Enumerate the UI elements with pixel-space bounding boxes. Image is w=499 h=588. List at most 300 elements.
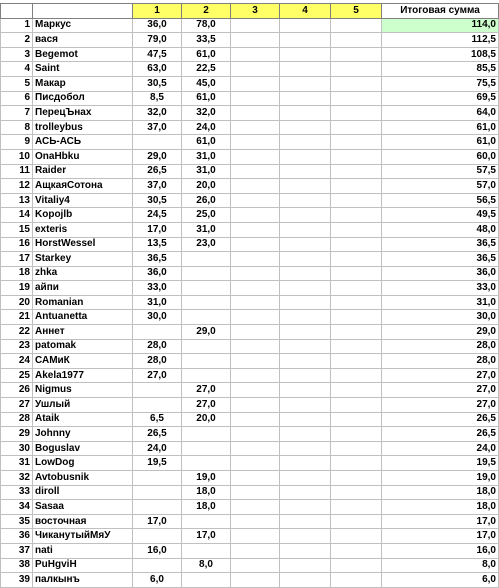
round-1-cell[interactable] xyxy=(133,135,182,150)
round-4-cell[interactable] xyxy=(280,310,331,325)
rank-cell[interactable]: 29 xyxy=(1,427,33,442)
round-5-cell[interactable] xyxy=(331,33,382,48)
round-2-cell[interactable] xyxy=(182,441,231,456)
round-2-cell[interactable]: 17,0 xyxy=(182,529,231,544)
round-1-cell[interactable]: 47,5 xyxy=(133,47,182,62)
round-1-cell[interactable] xyxy=(133,471,182,486)
header-round-1[interactable]: 1 xyxy=(133,4,182,19)
round-5-cell[interactable] xyxy=(331,47,382,62)
round-5-cell[interactable] xyxy=(331,164,382,179)
header-round-4[interactable]: 4 xyxy=(280,4,331,19)
round-1-cell[interactable]: 6,0 xyxy=(133,573,182,588)
rank-cell[interactable]: 2 xyxy=(1,33,33,48)
total-cell[interactable]: 36,5 xyxy=(382,237,499,252)
round-5-cell[interactable] xyxy=(331,62,382,77)
round-2-cell[interactable]: 31,0 xyxy=(182,222,231,237)
round-5-cell[interactable] xyxy=(331,500,382,515)
round-4-cell[interactable] xyxy=(280,281,331,296)
rank-cell[interactable]: 18 xyxy=(1,266,33,281)
header-total[interactable]: Итоговая сумма xyxy=(382,4,499,19)
player-name-cell[interactable]: Akela1977 xyxy=(33,368,133,383)
rank-cell[interactable]: 4 xyxy=(1,62,33,77)
round-4-cell[interactable] xyxy=(280,47,331,62)
player-name-cell[interactable]: Макар xyxy=(33,76,133,91)
round-3-cell[interactable] xyxy=(231,237,280,252)
round-5-cell[interactable] xyxy=(331,441,382,456)
round-1-cell[interactable]: 19,5 xyxy=(133,456,182,471)
rank-cell[interactable]: 36 xyxy=(1,529,33,544)
round-4-cell[interactable] xyxy=(280,573,331,588)
player-name-cell[interactable]: PuHgviH xyxy=(33,558,133,573)
round-2-cell[interactable] xyxy=(182,543,231,558)
total-cell[interactable]: 36,5 xyxy=(382,252,499,267)
round-2-cell[interactable]: 31,0 xyxy=(182,164,231,179)
round-2-cell[interactable]: 18,0 xyxy=(182,485,231,500)
round-3-cell[interactable] xyxy=(231,573,280,588)
round-2-cell[interactable]: 31,0 xyxy=(182,149,231,164)
round-4-cell[interactable] xyxy=(280,500,331,515)
round-5-cell[interactable] xyxy=(331,237,382,252)
player-name-cell[interactable]: Begemot xyxy=(33,47,133,62)
player-name-cell[interactable]: trolleybus xyxy=(33,120,133,135)
round-5-cell[interactable] xyxy=(331,149,382,164)
round-2-cell[interactable] xyxy=(182,295,231,310)
round-2-cell[interactable] xyxy=(182,514,231,529)
round-1-cell[interactable]: 26,5 xyxy=(133,427,182,442)
rank-cell[interactable]: 12 xyxy=(1,179,33,194)
round-2-cell[interactable] xyxy=(182,266,231,281)
player-name-cell[interactable]: Ушлый xyxy=(33,398,133,413)
player-name-cell[interactable]: Antuanetta xyxy=(33,310,133,325)
round-2-cell[interactable]: 45,0 xyxy=(182,76,231,91)
round-4-cell[interactable] xyxy=(280,208,331,223)
round-3-cell[interactable] xyxy=(231,529,280,544)
total-cell[interactable]: 61,0 xyxy=(382,135,499,150)
round-1-cell[interactable] xyxy=(133,398,182,413)
round-5-cell[interactable] xyxy=(331,354,382,369)
round-4-cell[interactable] xyxy=(280,193,331,208)
round-2-cell[interactable] xyxy=(182,456,231,471)
round-2-cell[interactable]: 27,0 xyxy=(182,398,231,413)
round-2-cell[interactable]: 61,0 xyxy=(182,135,231,150)
round-1-cell[interactable]: 29,0 xyxy=(133,149,182,164)
round-5-cell[interactable] xyxy=(331,456,382,471)
round-5-cell[interactable] xyxy=(331,179,382,194)
round-2-cell[interactable]: 20,0 xyxy=(182,412,231,427)
round-3-cell[interactable] xyxy=(231,164,280,179)
player-name-cell[interactable]: diroll xyxy=(33,485,133,500)
round-5-cell[interactable] xyxy=(331,106,382,121)
round-5-cell[interactable] xyxy=(331,573,382,588)
round-2-cell[interactable] xyxy=(182,281,231,296)
total-cell[interactable]: 61,0 xyxy=(382,120,499,135)
round-1-cell[interactable]: 36,0 xyxy=(133,18,182,33)
player-name-cell[interactable]: АСЬ-АСЬ xyxy=(33,135,133,150)
total-cell[interactable]: 56,5 xyxy=(382,193,499,208)
total-cell[interactable]: 108,5 xyxy=(382,47,499,62)
player-name-cell[interactable]: Boguslav xyxy=(33,441,133,456)
round-2-cell[interactable]: 61,0 xyxy=(182,47,231,62)
round-4-cell[interactable] xyxy=(280,471,331,486)
round-4-cell[interactable] xyxy=(280,179,331,194)
rank-cell[interactable]: 9 xyxy=(1,135,33,150)
rank-cell[interactable]: 13 xyxy=(1,193,33,208)
round-3-cell[interactable] xyxy=(231,91,280,106)
round-4-cell[interactable] xyxy=(280,398,331,413)
round-4-cell[interactable] xyxy=(280,354,331,369)
total-cell[interactable]: 33,0 xyxy=(382,281,499,296)
total-cell[interactable]: 27,0 xyxy=(382,398,499,413)
total-cell[interactable]: 60,0 xyxy=(382,149,499,164)
round-5-cell[interactable] xyxy=(331,368,382,383)
rank-cell[interactable]: 33 xyxy=(1,485,33,500)
round-5-cell[interactable] xyxy=(331,471,382,486)
round-1-cell[interactable]: 79,0 xyxy=(133,33,182,48)
total-cell[interactable]: 112,5 xyxy=(382,33,499,48)
round-3-cell[interactable] xyxy=(231,485,280,500)
round-2-cell[interactable]: 24,0 xyxy=(182,120,231,135)
total-cell[interactable]: 48,0 xyxy=(382,222,499,237)
round-4-cell[interactable] xyxy=(280,558,331,573)
round-3-cell[interactable] xyxy=(231,368,280,383)
round-1-cell[interactable]: 30,0 xyxy=(133,310,182,325)
round-2-cell[interactable]: 61,0 xyxy=(182,91,231,106)
player-name-cell[interactable]: nati xyxy=(33,543,133,558)
round-3-cell[interactable] xyxy=(231,500,280,515)
player-name-cell[interactable]: восточная xyxy=(33,514,133,529)
round-4-cell[interactable] xyxy=(280,514,331,529)
round-1-cell[interactable]: 36,0 xyxy=(133,266,182,281)
total-cell[interactable]: 57,0 xyxy=(382,179,499,194)
round-5-cell[interactable] xyxy=(331,383,382,398)
total-cell[interactable]: 28,0 xyxy=(382,339,499,354)
player-name-cell[interactable]: Romanian xyxy=(33,295,133,310)
header-name-cell[interactable] xyxy=(33,4,133,19)
round-5-cell[interactable] xyxy=(331,193,382,208)
round-1-cell[interactable] xyxy=(133,529,182,544)
header-round-3[interactable]: 3 xyxy=(231,4,280,19)
round-5-cell[interactable] xyxy=(331,485,382,500)
round-3-cell[interactable] xyxy=(231,456,280,471)
round-5-cell[interactable] xyxy=(331,120,382,135)
rank-cell[interactable]: 31 xyxy=(1,456,33,471)
total-cell[interactable]: 8,0 xyxy=(382,558,499,573)
total-cell[interactable]: 26,5 xyxy=(382,427,499,442)
round-1-cell[interactable]: 17,0 xyxy=(133,514,182,529)
round-3-cell[interactable] xyxy=(231,398,280,413)
player-name-cell[interactable]: Starkey xyxy=(33,252,133,267)
round-4-cell[interactable] xyxy=(280,529,331,544)
rank-cell[interactable]: 11 xyxy=(1,164,33,179)
round-2-cell[interactable]: 33,5 xyxy=(182,33,231,48)
round-3-cell[interactable] xyxy=(231,310,280,325)
round-4-cell[interactable] xyxy=(280,149,331,164)
player-name-cell[interactable]: zhka xyxy=(33,266,133,281)
total-cell[interactable]: 30,0 xyxy=(382,310,499,325)
round-3-cell[interactable] xyxy=(231,106,280,121)
player-name-cell[interactable]: АщкаяСотона xyxy=(33,179,133,194)
round-2-cell[interactable] xyxy=(182,310,231,325)
round-5-cell[interactable] xyxy=(331,295,382,310)
round-5-cell[interactable] xyxy=(331,514,382,529)
total-cell[interactable]: 24,0 xyxy=(382,441,499,456)
total-cell[interactable]: 26,5 xyxy=(382,412,499,427)
total-cell[interactable]: 19,5 xyxy=(382,456,499,471)
round-4-cell[interactable] xyxy=(280,383,331,398)
round-4-cell[interactable] xyxy=(280,76,331,91)
round-2-cell[interactable]: 27,0 xyxy=(182,383,231,398)
round-2-cell[interactable]: 25,0 xyxy=(182,208,231,223)
round-2-cell[interactable] xyxy=(182,368,231,383)
round-1-cell[interactable] xyxy=(133,500,182,515)
round-3-cell[interactable] xyxy=(231,558,280,573)
round-5-cell[interactable] xyxy=(331,281,382,296)
round-3-cell[interactable] xyxy=(231,412,280,427)
player-name-cell[interactable]: палкынъ xyxy=(33,573,133,588)
round-5-cell[interactable] xyxy=(331,412,382,427)
total-cell[interactable]: 18,0 xyxy=(382,485,499,500)
round-3-cell[interactable] xyxy=(231,471,280,486)
total-cell[interactable]: 49,5 xyxy=(382,208,499,223)
rank-cell[interactable]: 14 xyxy=(1,208,33,223)
round-5-cell[interactable] xyxy=(331,252,382,267)
round-5-cell[interactable] xyxy=(331,398,382,413)
rank-cell[interactable]: 27 xyxy=(1,398,33,413)
rank-cell[interactable]: 15 xyxy=(1,222,33,237)
player-name-cell[interactable]: Johnny xyxy=(33,427,133,442)
round-2-cell[interactable] xyxy=(182,252,231,267)
round-5-cell[interactable] xyxy=(331,135,382,150)
round-1-cell[interactable] xyxy=(133,325,182,340)
rank-cell[interactable]: 1 xyxy=(1,18,33,33)
total-cell[interactable]: 75,5 xyxy=(382,76,499,91)
round-5-cell[interactable] xyxy=(331,310,382,325)
round-4-cell[interactable] xyxy=(280,427,331,442)
total-cell[interactable]: 19,0 xyxy=(382,471,499,486)
player-name-cell[interactable]: ПерецЪнах xyxy=(33,106,133,121)
player-name-cell[interactable]: Vitaliy4 xyxy=(33,193,133,208)
player-name-cell[interactable]: Kopojlb xyxy=(33,208,133,223)
round-4-cell[interactable] xyxy=(280,237,331,252)
round-3-cell[interactable] xyxy=(231,427,280,442)
rank-cell[interactable]: 8 xyxy=(1,120,33,135)
player-name-cell[interactable]: айпи xyxy=(33,281,133,296)
player-name-cell[interactable]: exteris xyxy=(33,222,133,237)
round-5-cell[interactable] xyxy=(331,266,382,281)
rank-cell[interactable]: 3 xyxy=(1,47,33,62)
round-4-cell[interactable] xyxy=(280,252,331,267)
round-1-cell[interactable]: 33,0 xyxy=(133,281,182,296)
round-3-cell[interactable] xyxy=(231,18,280,33)
header-rank-cell[interactable] xyxy=(1,4,33,19)
round-5-cell[interactable] xyxy=(331,558,382,573)
round-5-cell[interactable] xyxy=(331,18,382,33)
round-4-cell[interactable] xyxy=(280,368,331,383)
rank-cell[interactable]: 26 xyxy=(1,383,33,398)
round-2-cell[interactable]: 20,0 xyxy=(182,179,231,194)
total-cell[interactable]: 17,0 xyxy=(382,529,499,544)
rank-cell[interactable]: 34 xyxy=(1,500,33,515)
round-4-cell[interactable] xyxy=(280,295,331,310)
rank-cell[interactable]: 23 xyxy=(1,339,33,354)
header-round-5[interactable]: 5 xyxy=(331,4,382,19)
round-2-cell[interactable]: 29,0 xyxy=(182,325,231,340)
round-1-cell[interactable]: 32,0 xyxy=(133,106,182,121)
round-3-cell[interactable] xyxy=(231,47,280,62)
total-cell[interactable]: 28,0 xyxy=(382,354,499,369)
round-4-cell[interactable] xyxy=(280,485,331,500)
round-5-cell[interactable] xyxy=(331,543,382,558)
round-5-cell[interactable] xyxy=(331,529,382,544)
round-4-cell[interactable] xyxy=(280,266,331,281)
rank-cell[interactable]: 22 xyxy=(1,325,33,340)
rank-cell[interactable]: 25 xyxy=(1,368,33,383)
round-2-cell[interactable]: 26,0 xyxy=(182,193,231,208)
round-3-cell[interactable] xyxy=(231,193,280,208)
round-2-cell[interactable]: 8,0 xyxy=(182,558,231,573)
round-3-cell[interactable] xyxy=(231,135,280,150)
round-4-cell[interactable] xyxy=(280,441,331,456)
rank-cell[interactable]: 24 xyxy=(1,354,33,369)
total-cell[interactable]: 29,0 xyxy=(382,325,499,340)
player-name-cell[interactable]: HorstWessel xyxy=(33,237,133,252)
round-3-cell[interactable] xyxy=(231,354,280,369)
round-1-cell[interactable]: 30,5 xyxy=(133,76,182,91)
round-5-cell[interactable] xyxy=(331,208,382,223)
round-2-cell[interactable] xyxy=(182,354,231,369)
round-1-cell[interactable]: 17,0 xyxy=(133,222,182,237)
round-1-cell[interactable]: 26,5 xyxy=(133,164,182,179)
round-3-cell[interactable] xyxy=(231,339,280,354)
round-1-cell[interactable]: 36,5 xyxy=(133,252,182,267)
round-1-cell[interactable]: 37,0 xyxy=(133,179,182,194)
total-cell[interactable]: 31,0 xyxy=(382,295,499,310)
total-cell[interactable]: 36,0 xyxy=(382,266,499,281)
rank-cell[interactable]: 38 xyxy=(1,558,33,573)
round-4-cell[interactable] xyxy=(280,222,331,237)
total-cell[interactable]: 27,0 xyxy=(382,383,499,398)
round-1-cell[interactable]: 31,0 xyxy=(133,295,182,310)
rank-cell[interactable]: 30 xyxy=(1,441,33,456)
round-1-cell[interactable] xyxy=(133,383,182,398)
round-3-cell[interactable] xyxy=(231,120,280,135)
round-5-cell[interactable] xyxy=(331,325,382,340)
round-4-cell[interactable] xyxy=(280,62,331,77)
round-1-cell[interactable]: 13,5 xyxy=(133,237,182,252)
round-3-cell[interactable] xyxy=(231,383,280,398)
rank-cell[interactable]: 17 xyxy=(1,252,33,267)
rank-cell[interactable]: 35 xyxy=(1,514,33,529)
round-4-cell[interactable] xyxy=(280,135,331,150)
player-name-cell[interactable]: вася xyxy=(33,33,133,48)
rank-cell[interactable]: 37 xyxy=(1,543,33,558)
round-3-cell[interactable] xyxy=(231,179,280,194)
round-3-cell[interactable] xyxy=(231,441,280,456)
round-4-cell[interactable] xyxy=(280,18,331,33)
total-cell[interactable]: 57,5 xyxy=(382,164,499,179)
round-2-cell[interactable] xyxy=(182,339,231,354)
player-name-cell[interactable]: Nigmus xyxy=(33,383,133,398)
round-1-cell[interactable]: 8,5 xyxy=(133,91,182,106)
round-3-cell[interactable] xyxy=(231,62,280,77)
player-name-cell[interactable]: Raider xyxy=(33,164,133,179)
round-3-cell[interactable] xyxy=(231,208,280,223)
round-4-cell[interactable] xyxy=(280,456,331,471)
round-1-cell[interactable]: 24,5 xyxy=(133,208,182,223)
round-4-cell[interactable] xyxy=(280,120,331,135)
round-3-cell[interactable] xyxy=(231,514,280,529)
total-cell[interactable]: 27,0 xyxy=(382,368,499,383)
player-name-cell[interactable]: patomak xyxy=(33,339,133,354)
round-3-cell[interactable] xyxy=(231,222,280,237)
round-3-cell[interactable] xyxy=(231,543,280,558)
round-2-cell[interactable]: 23,0 xyxy=(182,237,231,252)
total-cell[interactable]: 6,0 xyxy=(382,573,499,588)
round-4-cell[interactable] xyxy=(280,412,331,427)
player-name-cell[interactable]: Sasaa xyxy=(33,500,133,515)
round-5-cell[interactable] xyxy=(331,222,382,237)
round-1-cell[interactable] xyxy=(133,558,182,573)
rank-cell[interactable]: 28 xyxy=(1,412,33,427)
round-3-cell[interactable] xyxy=(231,149,280,164)
round-1-cell[interactable]: 63,0 xyxy=(133,62,182,77)
player-name-cell[interactable]: САМиК xyxy=(33,354,133,369)
round-1-cell[interactable] xyxy=(133,485,182,500)
player-name-cell[interactable]: Маркус xyxy=(33,18,133,33)
round-5-cell[interactable] xyxy=(331,339,382,354)
round-4-cell[interactable] xyxy=(280,339,331,354)
player-name-cell[interactable]: Avtobusnik xyxy=(33,471,133,486)
round-2-cell[interactable]: 18,0 xyxy=(182,500,231,515)
round-1-cell[interactable]: 6,5 xyxy=(133,412,182,427)
rank-cell[interactable]: 10 xyxy=(1,149,33,164)
total-cell[interactable]: 18,0 xyxy=(382,500,499,515)
round-1-cell[interactable]: 37,0 xyxy=(133,120,182,135)
round-1-cell[interactable]: 28,0 xyxy=(133,339,182,354)
round-3-cell[interactable] xyxy=(231,325,280,340)
total-cell[interactable]: 16,0 xyxy=(382,543,499,558)
header-round-2[interactable]: 2 xyxy=(182,4,231,19)
round-5-cell[interactable] xyxy=(331,91,382,106)
player-name-cell[interactable]: LowDog xyxy=(33,456,133,471)
rank-cell[interactable]: 6 xyxy=(1,91,33,106)
rank-cell[interactable]: 32 xyxy=(1,471,33,486)
round-5-cell[interactable] xyxy=(331,76,382,91)
total-cell[interactable]: 17,0 xyxy=(382,514,499,529)
round-4-cell[interactable] xyxy=(280,33,331,48)
player-name-cell[interactable]: ЧиканутыйМяУ xyxy=(33,529,133,544)
rank-cell[interactable]: 16 xyxy=(1,237,33,252)
rank-cell[interactable]: 7 xyxy=(1,106,33,121)
round-1-cell[interactable]: 27,0 xyxy=(133,368,182,383)
rank-cell[interactable]: 21 xyxy=(1,310,33,325)
player-name-cell[interactable]: Ataik xyxy=(33,412,133,427)
round-4-cell[interactable] xyxy=(280,325,331,340)
round-3-cell[interactable] xyxy=(231,295,280,310)
round-1-cell[interactable]: 24,0 xyxy=(133,441,182,456)
round-2-cell[interactable]: 78,0 xyxy=(182,18,231,33)
player-name-cell[interactable]: Писдобол xyxy=(33,91,133,106)
rank-cell[interactable]: 20 xyxy=(1,295,33,310)
round-2-cell[interactable] xyxy=(182,427,231,442)
rank-cell[interactable]: 5 xyxy=(1,76,33,91)
round-2-cell[interactable]: 32,0 xyxy=(182,106,231,121)
round-4-cell[interactable] xyxy=(280,91,331,106)
total-cell[interactable]: 69,5 xyxy=(382,91,499,106)
round-2-cell[interactable]: 22,5 xyxy=(182,62,231,77)
round-3-cell[interactable] xyxy=(231,281,280,296)
round-5-cell[interactable] xyxy=(331,427,382,442)
